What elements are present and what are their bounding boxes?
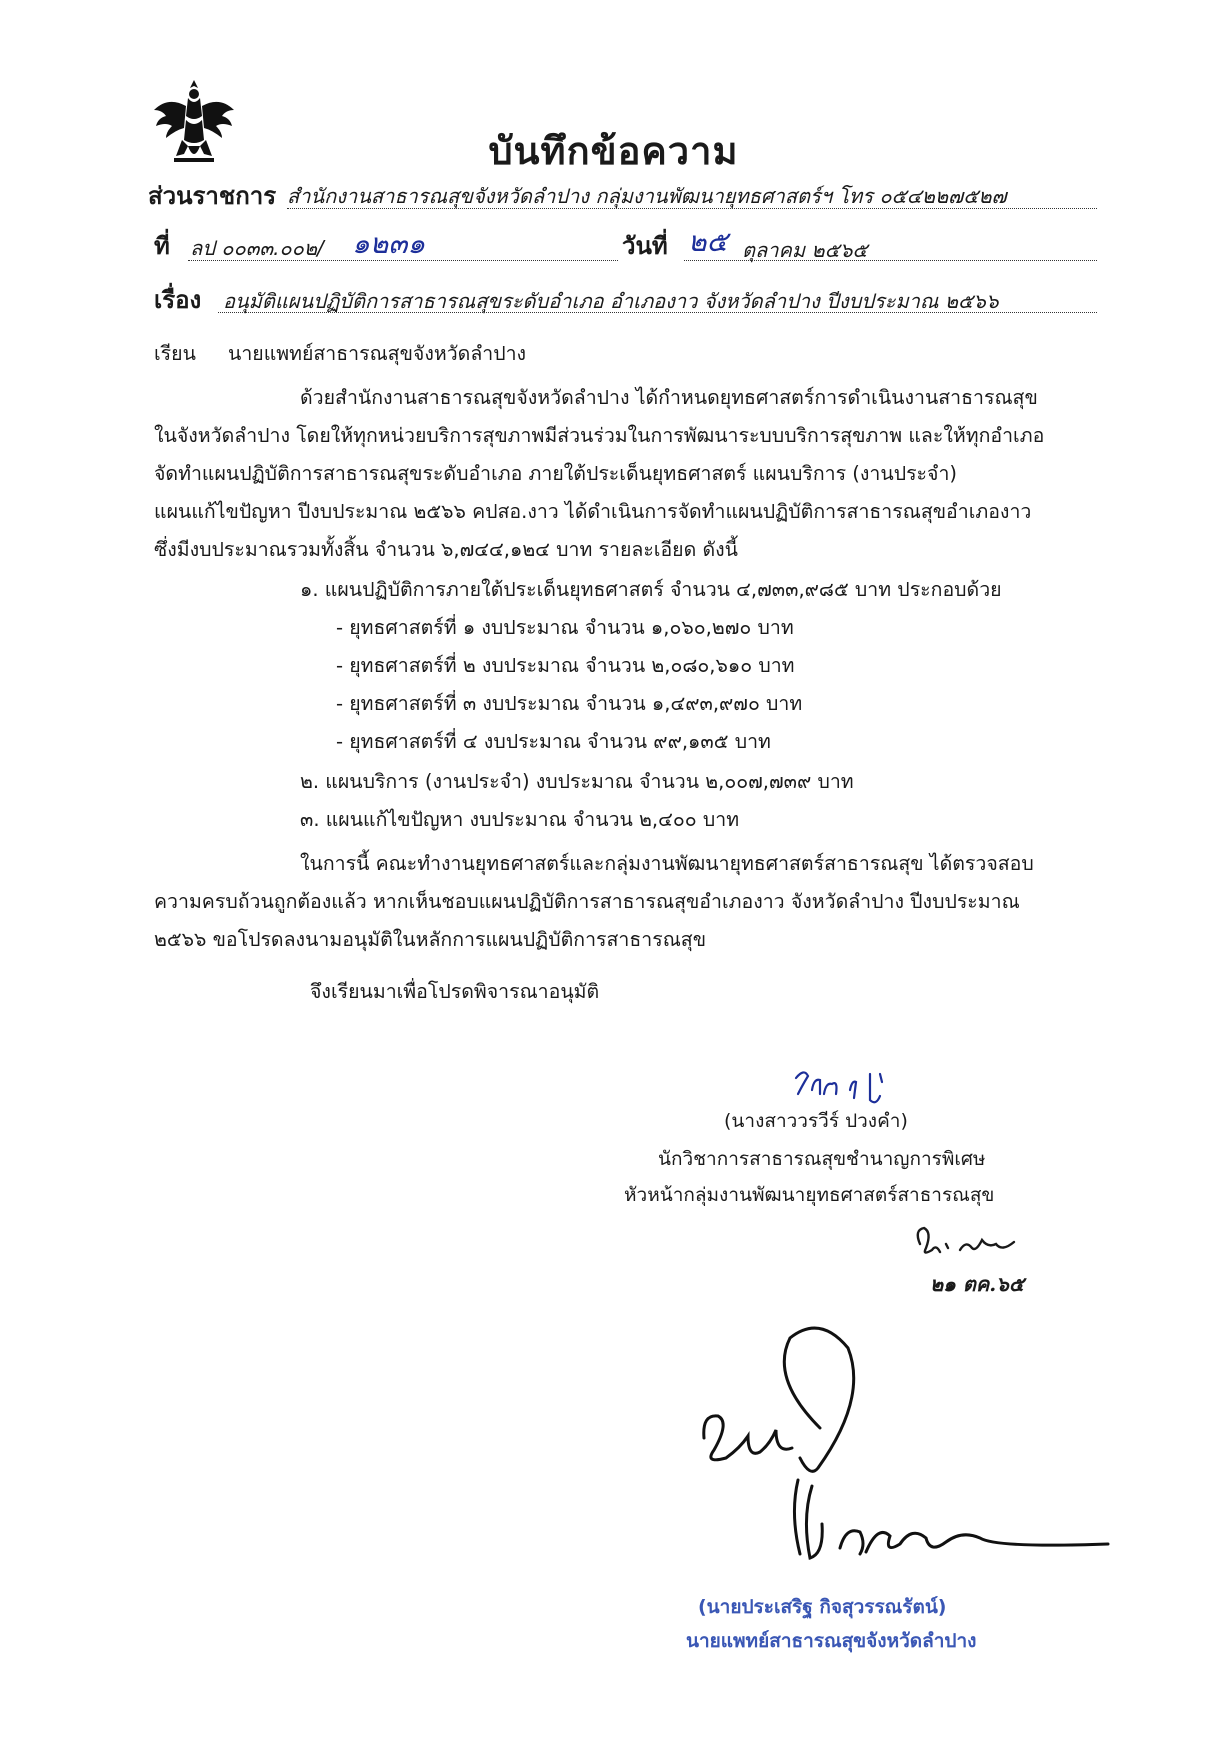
- item-2: ๒. แผนบริการ (งานประจำ) งบประมาณ จำนวน ๒,๐๐๗,๗๓๙ บาท: [300, 770, 854, 793]
- para1-line-2: ในจังหวัดลำปาง โดยให้ทุกหน่วยบริการสุขภาพมีส่วนร่วมในการพัฒนาระบบบริการสุขภาพ และให้ทุกอำเภอ: [154, 424, 1045, 447]
- sub-item-1: - ยุทธศาสตร์ที่ ๑ งบประมาณ จำนวน ๑,๐๖๐,๒๗๐ บาท: [336, 616, 794, 639]
- signer1-name: (นางสาววรวีร์ ปวงคำ): [724, 1110, 908, 1132]
- department-label: ส่วนราชการ: [148, 182, 277, 210]
- para1-line-1: ด้วยสำนักงานสาธารณสุขจังหวัดลำปาง ได้กำหนดยุทธศาสตร์การดำเนินงานสาธารณสุข: [300, 386, 1038, 409]
- para2-line-1: ในการนี้ คณะทำงานยุทธศาสตร์และกลุ่มงานพัฒนายุทธศาสตร์สาธารณสุข ได้ตรวจสอบ: [300, 852, 1034, 875]
- ref-dotline: [188, 260, 618, 261]
- item-1: ๑. แผนปฏิบัติการภายใต้ประเด็นยุทธศาสตร์ จำนวน ๔,๗๓๓,๙๘๕ บาท ประกอบด้วย: [300, 578, 1002, 601]
- signature-2-icon: [700, 1318, 1110, 1568]
- subject-value: อนุมัติแผนปฏิบัติการสาธารณสุขระดับอำเภอ อำเภองาว จังหวัดลำปาง ปีงบประมาณ ๒๕๖๖: [223, 289, 999, 313]
- closing-text: จึงเรียนมาเพื่อโปรดพิจารณาอนุมัติ: [310, 980, 600, 1003]
- date-dotline: [684, 260, 1097, 261]
- signer1-position-2: หัวหน้ากลุ่มงานพัฒนายุทธศาสตร์สาธารณสุข: [624, 1184, 995, 1206]
- to-value: นายแพทย์สาธารณสุขจังหวัดลำปาง: [228, 342, 527, 365]
- sub-item-4: - ยุทธศาสตร์ที่ ๔ งบประมาณ จำนวน ๙๙,๑๓๕ บาท: [336, 730, 771, 753]
- ref-value: ลป ๐๐๓๓.๐๐๒/: [190, 236, 324, 260]
- para1-line-4: แผนแก้ไขปัญหา ปีงบประมาณ ๒๕๖๖ คปสอ.งาว ได้ดำเนินการจัดทำแผนปฏิบัติการสาธารณสุขอำเภองาว: [154, 500, 1032, 523]
- para2-line-3: ๒๕๖๖ ขอโปรดลงนามอนุมัติในหลักการแผนปฏิบัติการสาธารณสุข: [154, 928, 707, 951]
- department-value: สำนักงานสาธารณสุขจังหวัดลำปาง กลุ่มงานพัฒนายุทธศาสตร์ฯ โทร ๐๕๔๒๒๗๕๒๗: [287, 184, 1007, 208]
- para1-line-3: จัดทำแผนปฏิบัติการสาธารณสุขระดับอำเภอ ภายใต้ประเด็นยุทธศาสตร์ แผนบริการ (งานประจำ): [154, 462, 958, 485]
- department-dotline: [287, 208, 1097, 209]
- signer1-position-1: นักวิชาการสาธารณสุขชำนาญการพิเศษ: [658, 1148, 986, 1170]
- ref-handwritten-number: ๑๒๓๑: [352, 227, 426, 260]
- sub-item-3: - ยุทธศาสตร์ที่ ๓ งบประมาณ จำนวน ๑,๔๙๓,๙๗๐ บาท: [336, 692, 803, 715]
- initials-signature-icon: [910, 1222, 1030, 1272]
- signer2-name: (นายประเสริฐ กิจสุวรรณรัตน์): [698, 1596, 947, 1618]
- signature-1-icon: [790, 1060, 940, 1110]
- signer2-position: นายแพทย์สาธารณสุขจังหวัดลำปาง: [686, 1630, 977, 1652]
- date-value: ตุลาคม ๒๕๖๕: [742, 238, 868, 262]
- date-handwritten-day: ๒๕: [688, 225, 728, 258]
- item-3: ๓. แผนแก้ไขปัญหา งบประมาณ จำนวน ๒,๔๐๐ บาท: [300, 808, 740, 831]
- subject-dotline: [218, 312, 1097, 313]
- subject-label: เรื่อง: [154, 286, 202, 314]
- ref-label: ที่: [154, 232, 170, 260]
- memo-title: บันทึกข้อความ: [488, 129, 739, 173]
- sub-item-2: - ยุทธศาสตร์ที่ ๒ งบประมาณ จำนวน ๒,๐๘๐,๖๑๐ บาท: [336, 654, 795, 677]
- para2-line-2: ความครบถ้วนถูกต้องแล้ว หากเห็นชอบแผนปฏิบัติการสาธารณสุขอำเภองาว จังหวัดลำปาง ปีงบประมาณ: [154, 890, 1020, 913]
- para1-line-5: ซึ่งมีงบประมาณรวมทั้งสิ้น จำนวน ๖,๗๔๔,๑๒๔ บาท รายละเอียด ดังนี้: [154, 538, 738, 561]
- initials-date-handwritten: ๒๑ ตค.๖๕: [930, 1272, 1025, 1296]
- to-label: เรียน: [154, 342, 196, 365]
- date-label: วันที่: [622, 232, 668, 260]
